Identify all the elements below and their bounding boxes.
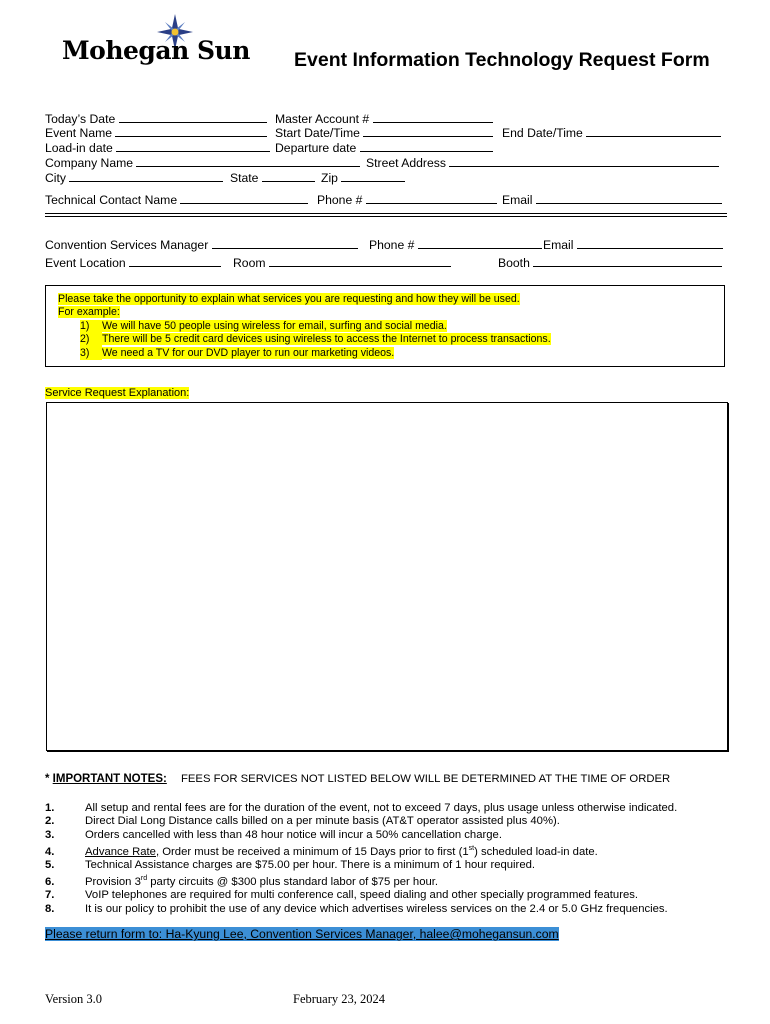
service-request-textarea[interactable]	[46, 402, 728, 751]
master-account-label: Master Account #	[275, 112, 370, 126]
load-in-date-label: Load-in date	[45, 141, 113, 155]
return-form-link[interactable]: Please return form to: Ha-Kyung Lee, Convention Services Manager, halee@mohegansun.com	[45, 927, 559, 941]
tech-contact-field[interactable]	[45, 192, 308, 207]
csm-label: Convention Services Manager	[45, 238, 209, 252]
tech-contact-label: Technical Contact Name	[45, 193, 178, 207]
note-item: 6. Provision 3rd party circuits @ $300 plus standard labor of $75 per hour.	[45, 875, 439, 889]
booth-label: Booth	[498, 256, 530, 270]
instructions-box	[45, 285, 725, 367]
important-notes-label: IMPORTANT NOTES:	[52, 773, 167, 785]
footer-date: February 23, 2024	[293, 992, 385, 1006]
instructions-for-example: For example:	[58, 306, 120, 319]
departure-date-input-line[interactable]	[360, 140, 493, 152]
instructions-intro: Please take the opportunity to explain what services you are requesting and how they will be used.	[58, 293, 520, 305]
room-field[interactable]	[233, 255, 451, 270]
event-name-field[interactable]	[45, 125, 267, 140]
street-address-label: Street Address	[366, 156, 446, 170]
event-name-label: Event Name	[45, 126, 113, 140]
phone-field[interactable]	[317, 192, 497, 207]
important-notes-header: * IMPORTANT NOTES:	[45, 773, 167, 785]
company-name-field[interactable]	[45, 155, 360, 170]
phone2-input-line[interactable]	[418, 237, 542, 249]
service-request-label: Service Request Explanation:	[45, 387, 190, 399]
note-item: 5. Technical Assistance charges are $75.00 per hour. There is a minimum of 1 hour required.	[45, 858, 536, 871]
master-account-input-line[interactable]	[373, 111, 493, 123]
divider-top	[45, 213, 727, 214]
event-location-label: Event Location	[45, 256, 126, 270]
instructions-item: 2) There will be 5 credit card devices using wireless to access the Internet to process transactions.	[80, 333, 551, 346]
room-label: Room	[233, 256, 266, 270]
instructions-item: 3) We need a TV for our DVD player to run our marketing videos.	[80, 346, 395, 359]
start-datetime-field[interactable]	[275, 125, 493, 140]
note-item: 4. Advance Rate, Order must be received a minimum of 15 Days prior to first (1st) scheduled load-in date.	[45, 844, 598, 858]
email-field[interactable]	[502, 192, 722, 207]
divider-bottom	[45, 216, 727, 217]
note-item: 7. VoIP telephones are required for multi conference call, speed dialing and other specially programmed features.	[45, 889, 639, 902]
tech-contact-input-line[interactable]	[180, 192, 308, 204]
master-account-field[interactable]	[275, 111, 493, 126]
important-notes-fees-text: FEES FOR SERVICES NOT LISTED BELOW WILL BE DETERMINED AT THE TIME OF ORDER	[181, 773, 671, 785]
city-label: City	[45, 171, 66, 185]
version-text: Version 3.0	[45, 992, 102, 1006]
note-item: 8. It is our policy to prohibit the use of any device which advertises wireless services on the 2.4 or 5.0 GHz frequencies.	[45, 902, 668, 915]
end-datetime-input-line[interactable]	[586, 125, 721, 137]
company-name-input-line[interactable]	[136, 155, 360, 167]
booth-input-line[interactable]	[533, 255, 722, 267]
notes-list	[45, 802, 677, 916]
load-in-date-input-line[interactable]	[116, 140, 270, 152]
phone2-field[interactable]	[369, 237, 542, 252]
page-title: Event Information Technology Request Form	[294, 49, 710, 71]
end-datetime-field[interactable]	[502, 125, 721, 140]
zip-label: Zip	[321, 171, 338, 185]
city-field[interactable]	[45, 170, 223, 185]
todays-date-label: Today’s Date	[45, 112, 116, 126]
state-input-line[interactable]	[262, 170, 315, 182]
event-location-input-line[interactable]	[129, 255, 221, 267]
booth-field[interactable]	[498, 255, 722, 270]
end-datetime-label: End Date/Time	[502, 126, 583, 140]
event-name-input-line[interactable]	[115, 125, 267, 137]
start-datetime-input-line[interactable]	[363, 125, 493, 137]
phone-label: Phone #	[317, 193, 363, 207]
note-item: 3. Orders cancelled with less than 48 hour notice will incur a 50% cancellation charge.	[45, 828, 502, 841]
company-name-label: Company Name	[45, 156, 134, 170]
departure-date-field[interactable]	[275, 140, 493, 155]
zip-input-line[interactable]	[341, 170, 405, 182]
street-address-field[interactable]	[366, 155, 719, 170]
email2-label: Email	[543, 238, 574, 252]
note-item: 2. Direct Dial Long Distance calls billed on a per minute basis (AT&T operator assisted plus 40%).	[45, 815, 560, 828]
state-field[interactable]	[230, 170, 315, 185]
instructions-item: 1) We will have 50 people using wireless for email, surfing and social media.	[80, 319, 447, 332]
email-input-line[interactable]	[536, 192, 722, 204]
email-label: Email	[502, 193, 533, 207]
phone2-label: Phone #	[369, 238, 415, 252]
note-item: 1. All setup and rental fees are for the duration of the event, not to exceed 7 days, plus usage unless otherwise indicated.	[45, 802, 678, 814]
email2-field[interactable]	[543, 237, 723, 252]
csm-input-line[interactable]	[212, 237, 358, 249]
logo-wordmark: Mohegan Sun	[62, 36, 250, 65]
phone-input-line[interactable]	[366, 192, 497, 204]
street-address-input-line[interactable]	[449, 155, 719, 167]
room-input-line[interactable]	[269, 255, 451, 267]
city-input-line[interactable]	[69, 170, 223, 182]
todays-date-input-line[interactable]	[119, 111, 267, 123]
load-in-date-field[interactable]	[45, 140, 270, 155]
state-label: State	[230, 171, 259, 185]
departure-date-label: Departure date	[275, 141, 357, 155]
start-datetime-label: Start Date/Time	[275, 126, 360, 140]
event-location-field[interactable]	[45, 255, 221, 270]
csm-field[interactable]	[45, 237, 358, 252]
email2-input-line[interactable]	[577, 237, 723, 249]
zip-field[interactable]	[321, 170, 405, 185]
todays-date-field[interactable]	[45, 111, 267, 126]
